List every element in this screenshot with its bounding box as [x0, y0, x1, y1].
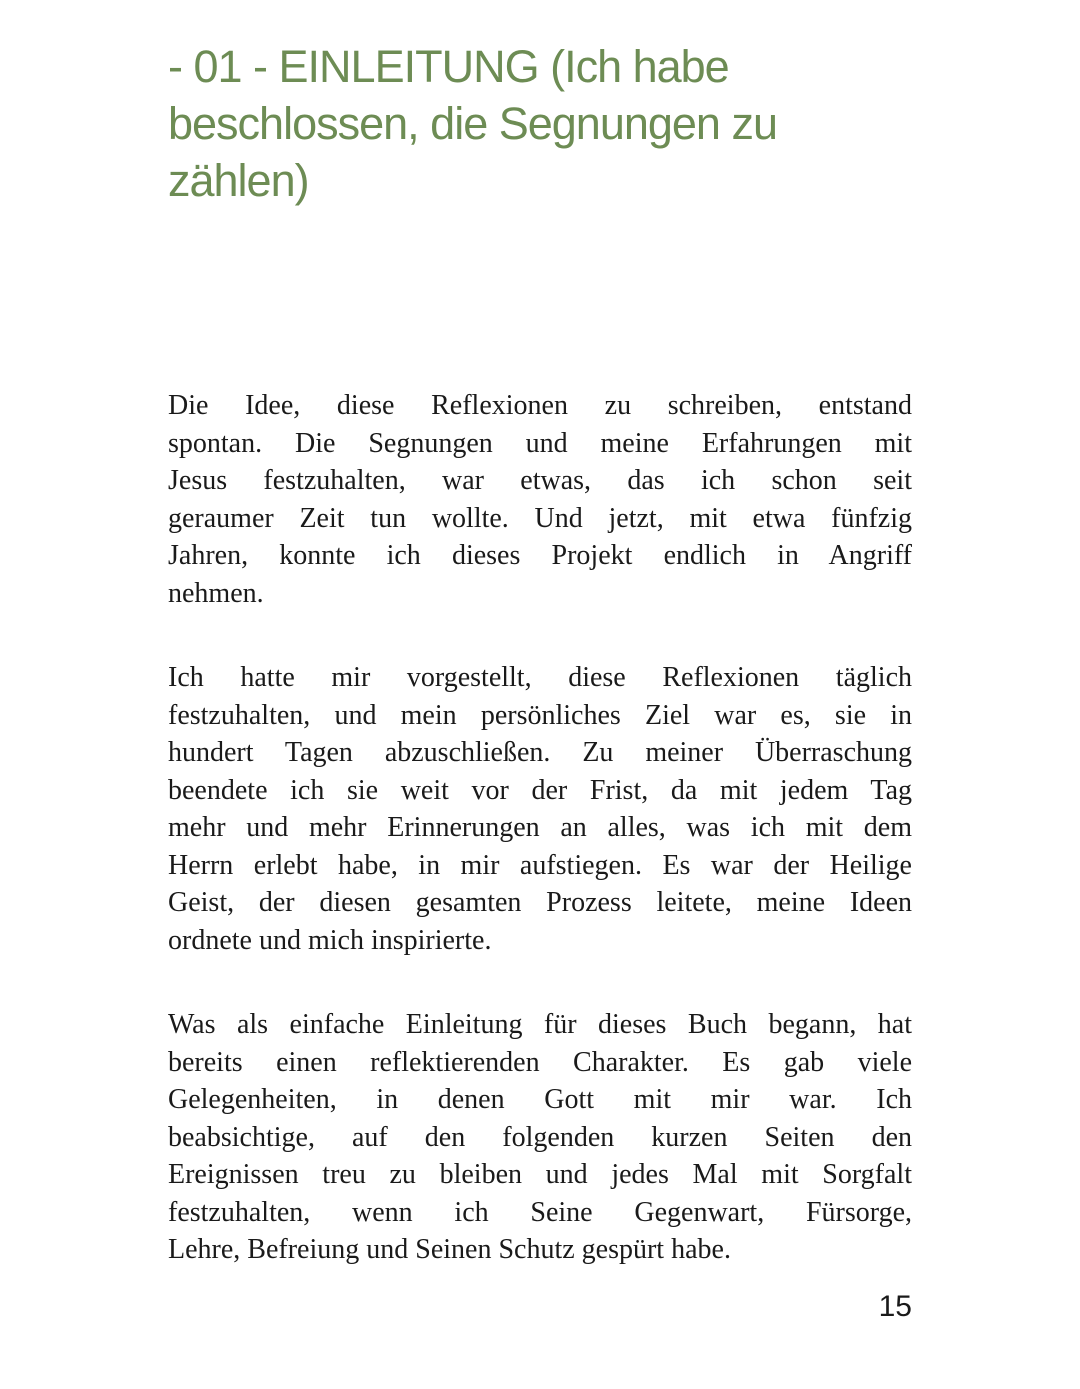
text-line: Lehre, Befreiung und Seinen Schutz gespürt habe. [168, 1234, 731, 1265]
paragraph [168, 387, 912, 612]
text-line: hundert Tagen abzuschließen. Zu meiner Überraschung [168, 737, 912, 768]
text-line: Jesus festzuhalten, war etwas, das ich schon seit [168, 465, 912, 496]
text-line: Geist, der diesen gesamten Prozess leitete, meine Ideen [168, 887, 912, 918]
text-line: Die Idee, diese Reflexionen zu schreiben, entstand [168, 390, 912, 421]
text-line: bereits einen reflektierenden Charakter. Es gab viele [168, 1046, 912, 1078]
text-column [168, 0, 912, 1316]
text-line: Jahren, konnte ich dieses Projekt endlich in Angriff [168, 540, 912, 571]
heading-line: zählen) [168, 155, 309, 206]
text-line: Ereignissen treu zu bleiben und jedes Mal mit Sorgfalt [168, 1159, 912, 1190]
text-line: festzuhalten, und mein persönliches Ziel war es, sie in [168, 699, 912, 731]
paragraph [168, 659, 912, 959]
text-line: beendete ich sie weit vor der Frist, da mit jedem Tag [168, 774, 912, 806]
text-line: nehmen. [168, 577, 264, 609]
text-line: ordnete und mich inspirierte. [168, 924, 492, 956]
heading-line: beschlossen, die Segnungen zu [168, 98, 777, 149]
text-line: Ich hatte mir vorgestellt, diese Reflexionen täglich [168, 662, 912, 693]
chapter-heading [168, 38, 912, 209]
text-line: spontan. Die Segnungen und meine Erfahrungen mit [168, 427, 912, 459]
text-line: Was als einfache Einleitung für dieses Buch begann, hat [168, 1009, 912, 1040]
text-line: festzuhalten, wenn ich Seine Gegenwart, Fürsorge, [168, 1196, 912, 1228]
text-line: mehr und mehr Erinnerungen an alles, was ich mit dem [168, 812, 912, 843]
paragraph [168, 1006, 912, 1269]
body-text [168, 387, 912, 1269]
heading-line: - 01 - EINLEITUNG (Ich habe [168, 41, 729, 92]
page-number: 15 [878, 1290, 912, 1323]
text-line: Herrn erlebt habe, in mir aufstiegen. Es war der Heilige [168, 849, 912, 881]
text-line: beabsichtige, auf den folgenden kurzen Seiten den [168, 1121, 912, 1153]
text-line: geraumer Zeit tun wollte. Und jetzt, mit etwa fünfzig [168, 502, 912, 534]
text-line: Gelegenheiten, in denen Gott mit mir war. Ich [168, 1084, 912, 1115]
